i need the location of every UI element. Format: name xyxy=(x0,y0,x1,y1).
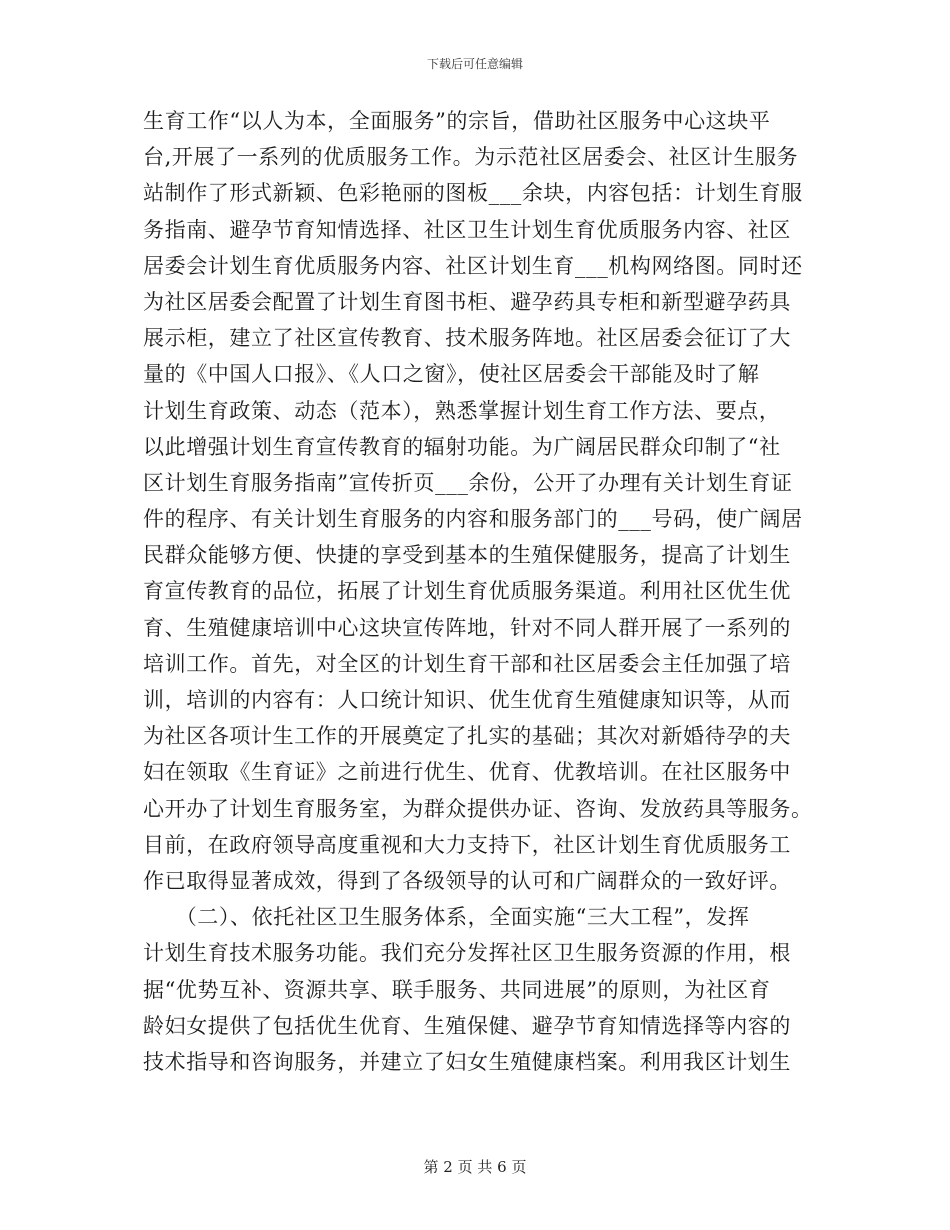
text-line: 训，培训的内容有：人口统计知识、优生优育生殖健康知识等，从而 xyxy=(143,688,791,712)
text-line: 妇在领取《生育证》之前进行优生、优育、优教培训。在社区服务中 xyxy=(143,760,791,785)
text-line: 龄妇女提供了包括优生优育、生殖保健、避孕节育知情选择等内容的 xyxy=(143,1013,791,1038)
text-line: 民群众能够方便、快捷的享受到基本的生殖保健服务，提高了计划生 xyxy=(143,543,791,568)
text-line: 育宣传教育的品位，拓展了计划生育优质服务渠道。利用社区优生优 xyxy=(143,579,791,604)
text-line: 台,开展了一系列的优质服务工作。为示范社区居委会、社区计生服务 xyxy=(143,145,799,170)
text-line: 区计划生育服务指南”宣传折页___余份，公开了办理有关计划生育证 xyxy=(143,470,793,495)
page-header: 下载后可任意编辑 xyxy=(426,57,523,71)
text-line: 务指南、避孕节育知情选择、社区卫生计划生育优质服务内容、社区 xyxy=(143,217,791,242)
text-line: 为社区居委会配置了计划生育图书柜、避孕药具专柜和新型避孕药具 xyxy=(143,289,791,314)
text-line: 以此增强计划生育宣传教育的辐射功能。为广阔居民群众印制了“社 xyxy=(143,434,781,459)
text-line: 量的《中国人口报》、《人口之窗》，使社区居委会干部能及时了解 xyxy=(143,362,760,387)
text-line: 心开办了计划生育服务室，为群众提供办证、咨询、发放药具等服务。 xyxy=(143,796,813,821)
text-line: 计划生育政策、动态（范本），熟悉掌握计划生育工作方法、要点， xyxy=(143,398,781,423)
text-line: 目前，在政府领导高度重视和大力支持下，社区计划生育优质服务工 xyxy=(143,832,791,857)
text-line: 件的程序、有关计划生育服务的内容和服务部门的___号码，使广阔居 xyxy=(143,507,803,532)
text-line: 技术指导和咨询服务，并建立了妇女生殖健康档案。利用我区计划生 xyxy=(143,1049,791,1074)
text-line: 居委会计划生育优质服务内容、社区计划生育___机构网络图。同时还 xyxy=(143,253,803,278)
text-line: 作已取得显著成效，得到了各级领导的认可和广阔群众的一致好评。 xyxy=(143,868,791,893)
page-footer: 第 2 页 共 6 页 xyxy=(423,1158,527,1176)
document-body xyxy=(143,103,811,1080)
text-line: （二）、依托社区卫生服务体系，全面实施“三大工程”，发挥 xyxy=(143,905,750,930)
text-line: 站制作了形式新颖、色彩艳丽的图板___余块，内容包括：计划生育服 xyxy=(143,181,803,206)
text-line: 据“优势互补、资源共享、联手服务、共同进展”的原则，为社区育 xyxy=(143,977,771,1002)
text-line: 为社区各项计生工作的开展奠定了扎实的基础；其次对新婚待孕的夫 xyxy=(143,724,791,749)
text-line: 计划生育技术服务功能。我们充分发挥社区卫生服务资源的作用，根 xyxy=(143,941,791,966)
text-line: 培训工作。首先，对全区的计划生育干部和社区居委会主任加强了培 xyxy=(143,651,791,676)
text-line: 育、生殖健康培训中心这块宣传阵地，针对不同人群开展了一系列的 xyxy=(143,615,791,640)
text-line: 展示柜，建立了社区宣传教育、技术服务阵地。社区居委会征订了大 xyxy=(143,326,791,351)
text-line: 生育工作“以人为本，全面服务”的宗旨，借助社区服务中心这块平 xyxy=(143,109,771,133)
